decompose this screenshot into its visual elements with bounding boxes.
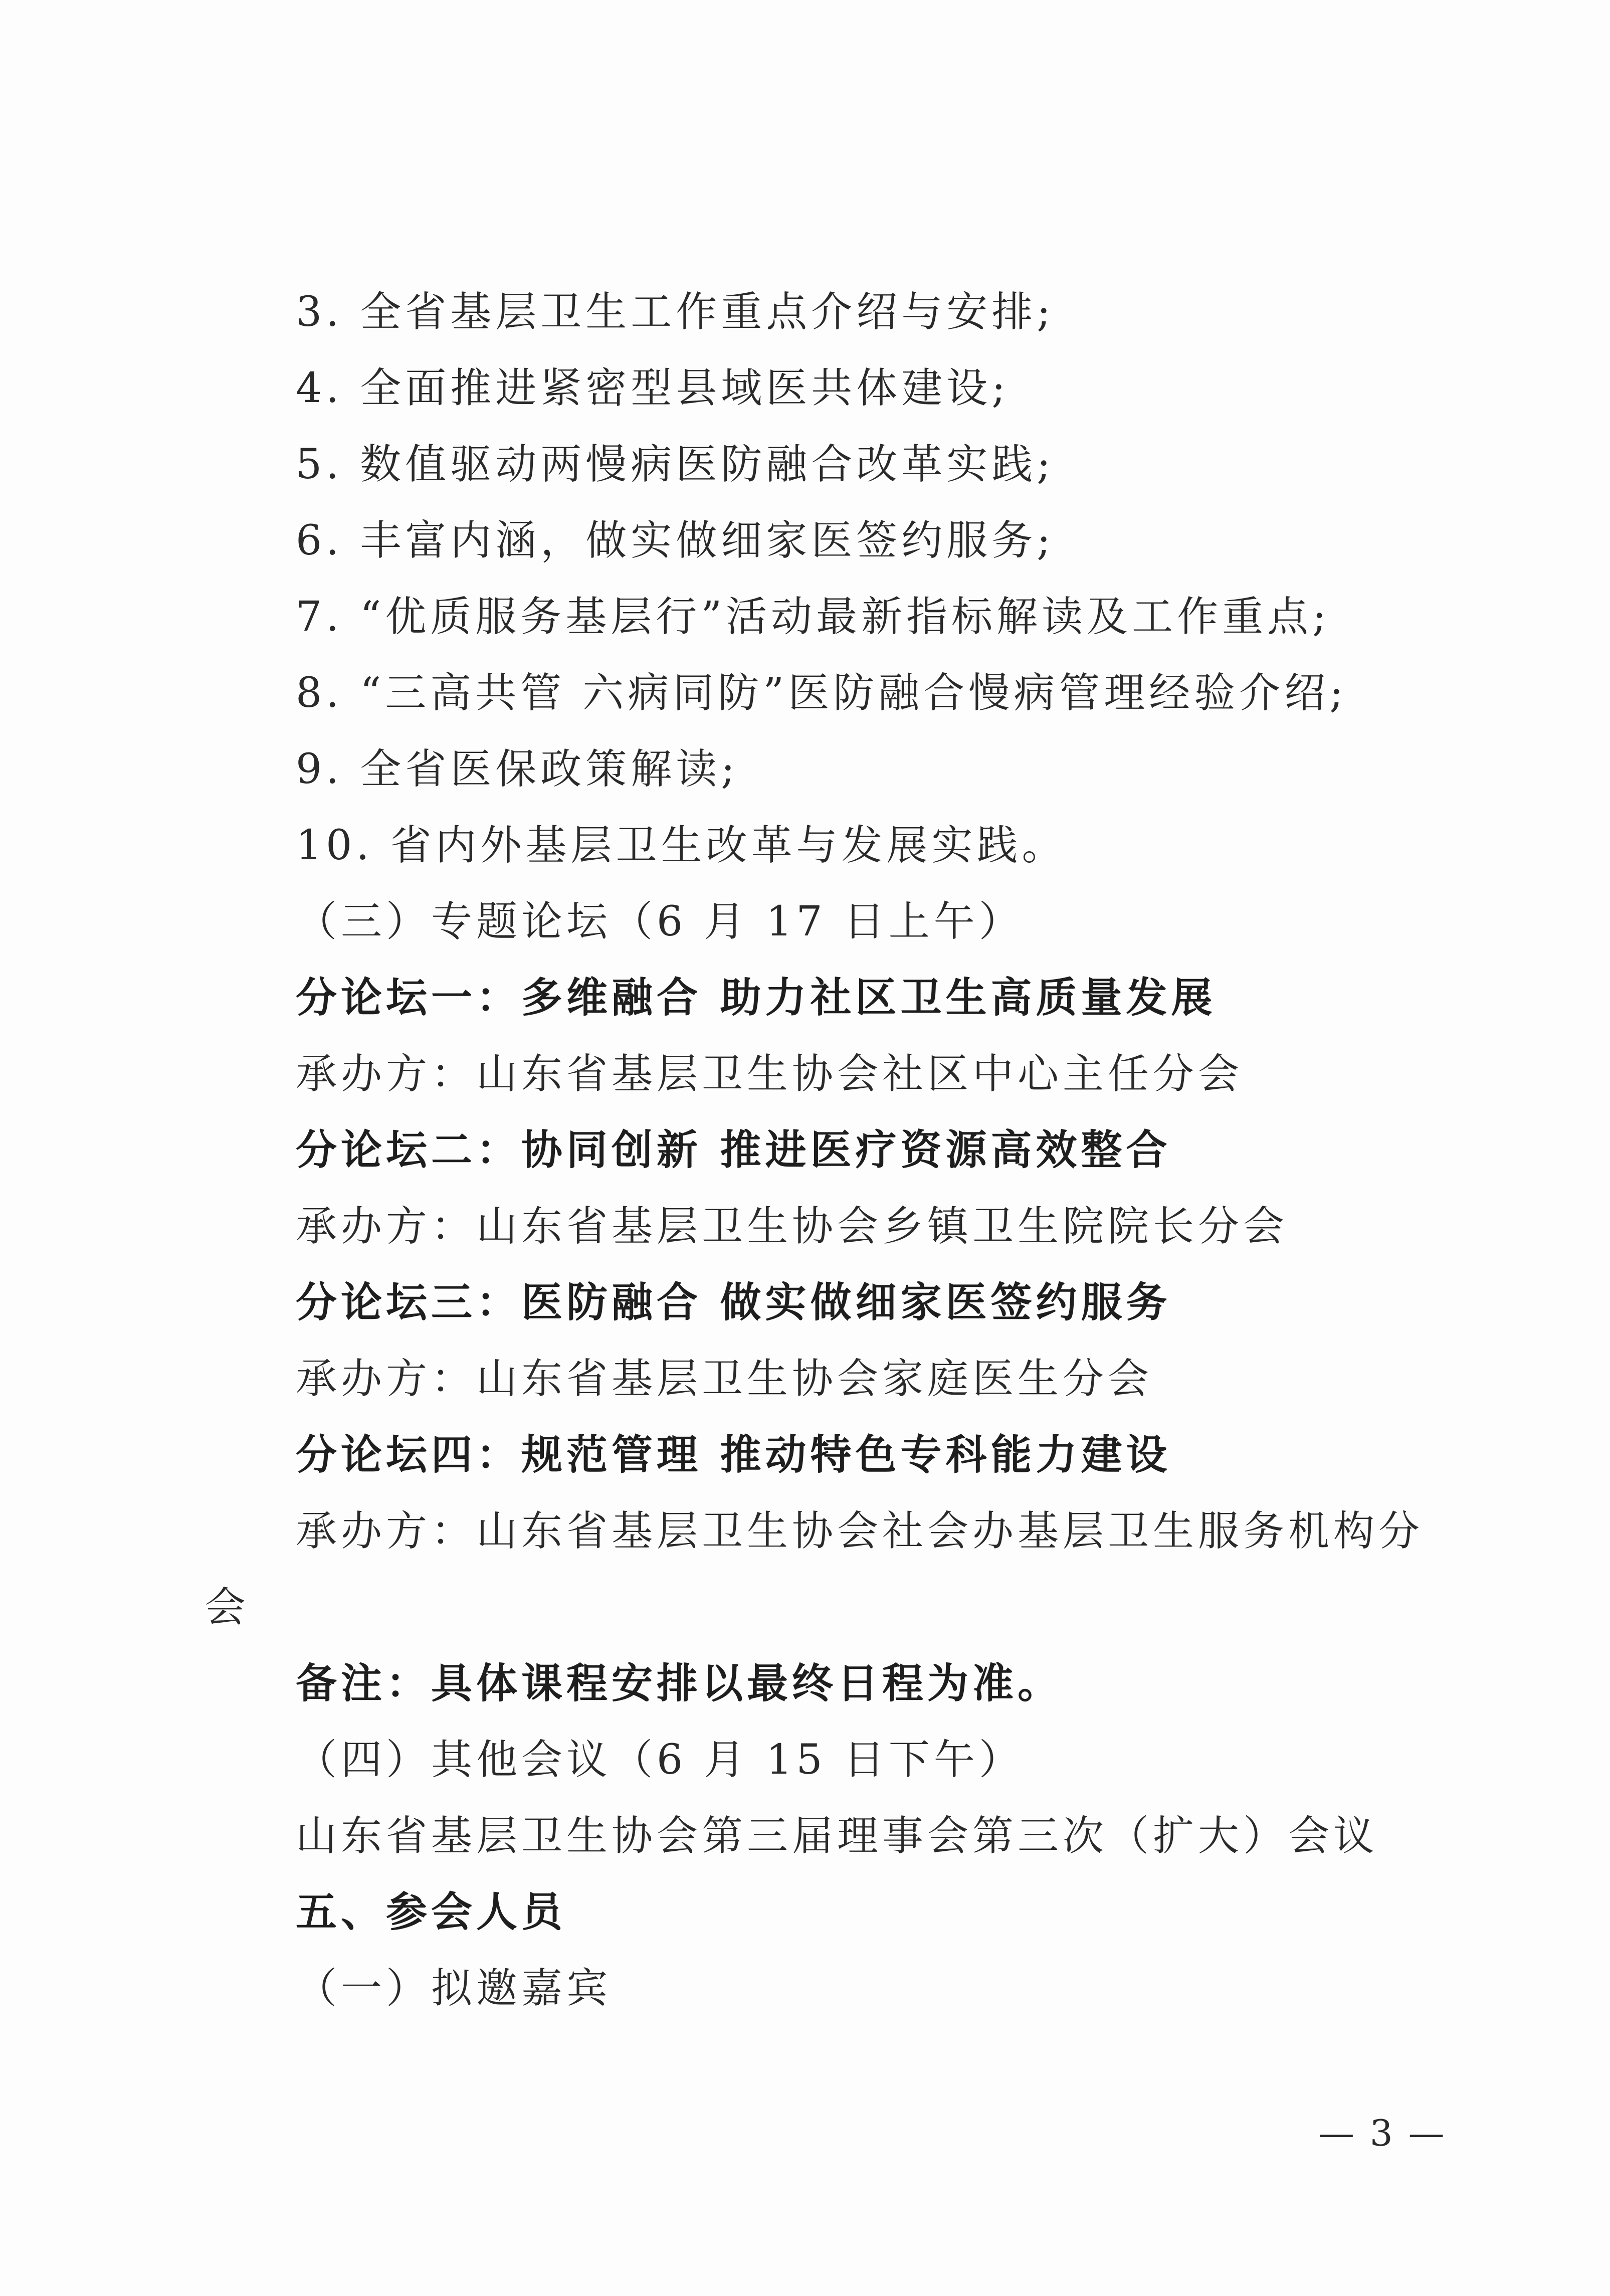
forum-4-title: 分论坛四：规范管理 推动特色专科能力建设 — [296, 1431, 1171, 1479]
agenda-item-4: 4. 全面推进紧密型县域医共体建设; — [296, 364, 1010, 412]
section-heading-other-meetings: （四）其他会议（6 月 15 日下午） — [296, 1736, 1024, 1784]
agenda-item-3: 3. 全省基层卫生工作重点介绍与安排; — [296, 288, 1055, 336]
forum-1-title: 分论坛一：多维融合 助力社区卫生高质量发展 — [296, 974, 1217, 1022]
section-heading-forums: （三）专题论坛（6 月 17 日上午） — [296, 898, 1024, 945]
agenda-item-10: 10. 省内外基层卫生改革与发展实践。 — [296, 822, 1067, 869]
agenda-item-9: 9. 全省医保政策解读; — [296, 745, 739, 793]
forum-3-organizer: 承办方：山东省基层卫生协会家庭医生分会 — [296, 1355, 1153, 1403]
forum-2-organizer: 承办方：山东省基层卫生协会乡镇卫生院院长分会 — [296, 1203, 1289, 1250]
page-number: — 3 — — [1318, 2112, 1447, 2154]
forum-4-organizer: 承办方：山东省基层卫生协会社会办基层卫生服务机构分 — [296, 1507, 1424, 1555]
agenda-item-6: 6. 丰富内涵，做实做细家医签约服务; — [296, 517, 1055, 564]
forum-3-title: 分论坛三：医防融合 做实做细家医签约服务 — [296, 1279, 1171, 1326]
council-meeting: 山东省基层卫生协会第三届理事会第三次（扩大）会议 — [296, 1812, 1379, 1860]
forum-2-title: 分论坛二：协同创新 推进医疗资源高效整合 — [296, 1126, 1171, 1174]
agenda-item-5: 5. 数值驱动两慢病医防融合改革实践; — [296, 441, 1055, 488]
forum-4-organizer-continued: 会 — [205, 1584, 250, 1631]
agenda-item-8: 8. “三高共管 六病同防”医防融合慢病管理经验介绍; — [296, 669, 1347, 717]
subsection-invited-guests: （一）拟邀嘉宾 — [296, 1965, 612, 2012]
agenda-item-7: 7. “优质服务基层行”活动最新指标解读及工作重点; — [296, 593, 1330, 641]
section-heading-attendees: 五、参会人员 — [296, 1888, 567, 1936]
remark-note: 备注：具体课程安排以最终日程为准。 — [296, 1660, 1063, 1707]
forum-1-organizer: 承办方：山东省基层卫生协会社区中心主任分会 — [296, 1050, 1244, 1098]
